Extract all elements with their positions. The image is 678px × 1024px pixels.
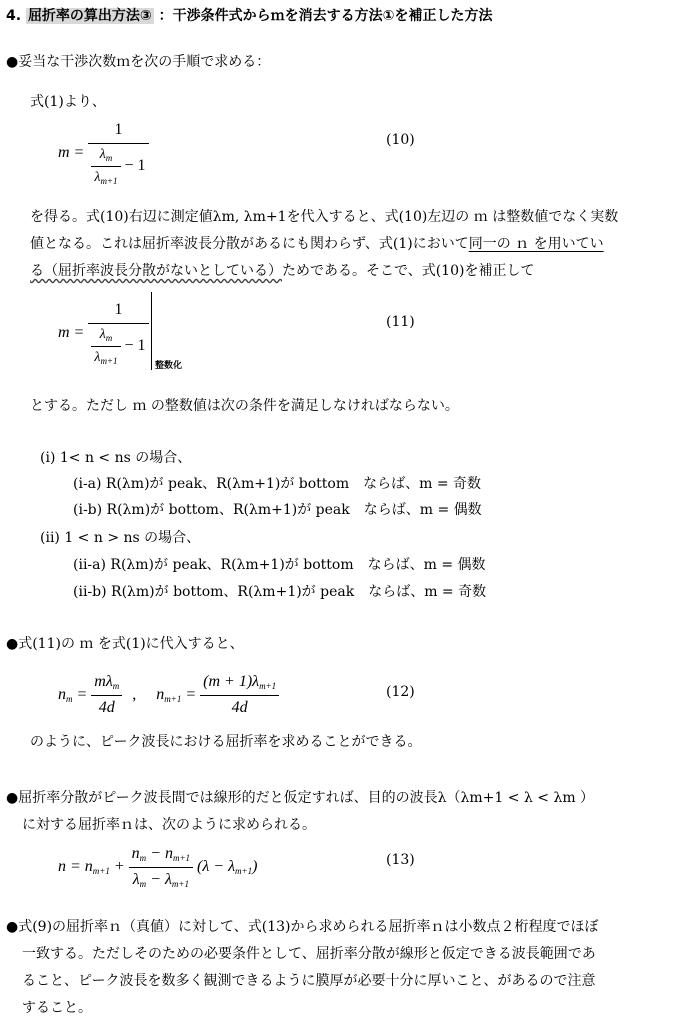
eq11-integerize-bar bbox=[151, 292, 152, 370]
eq13-tail-sub: m+1 bbox=[235, 865, 253, 876]
paragraph-2: とする。ただし ｍ の整数値は次の条件を満足しなければならない。 bbox=[30, 398, 459, 414]
section-title bbox=[6, 6, 493, 28]
eq10-lambda-ratio bbox=[91, 144, 120, 189]
bullet-order-procedure: ●妥当な干渉次数ｍを次の手順で求める： bbox=[6, 54, 271, 70]
eq12-number: (12) bbox=[386, 684, 415, 700]
bullet-linear-dispersion bbox=[6, 785, 670, 839]
paragraph-1 bbox=[30, 204, 670, 285]
bullet-3-line-1: ●屈折率分散がピーク波長間では線形的だと仮定すれば、目的の波長λ（λm+1 < λ < λm ） bbox=[6, 790, 595, 806]
eq13-num-sub2: m+1 bbox=[172, 853, 191, 863]
eq13-fraction: $\frac{n_m - n_{m+1}}{\lambda_m - \lambda_{m+1}}$ bbox=[129, 842, 193, 893]
eq12-fraction-1 bbox=[91, 670, 122, 721]
eq13-den-l2: λ bbox=[164, 870, 172, 888]
eq10-lhs: m = bbox=[58, 143, 85, 161]
eq11-fraction bbox=[88, 298, 148, 369]
eq10-lambda-m1: λ bbox=[94, 169, 101, 185]
paragraph-1-wavy-note: る（屈折率波長分散がないとしている） bbox=[30, 263, 282, 279]
eq13-lhs: n = n bbox=[58, 857, 93, 875]
eq12-num-2: (m + 1)λ bbox=[203, 673, 260, 690]
eq12-sub-m: m bbox=[66, 693, 73, 704]
eq13-den-l1: λ bbox=[132, 870, 140, 888]
eq13-num-n2: n bbox=[164, 845, 173, 862]
eq13-den-sub2: m+1 bbox=[171, 878, 189, 889]
eq11-lambda-m: λ bbox=[99, 326, 106, 342]
bullet-accuracy-note bbox=[6, 914, 670, 1022]
eq11-number: (11) bbox=[386, 314, 415, 330]
equation-10 bbox=[58, 118, 149, 189]
eq13-lhs-sub: m+1 bbox=[92, 865, 110, 876]
eq11-lambda-ratio bbox=[91, 324, 120, 369]
condition-ii-a: (ii-a) R(λm)が peak、R(λm+1)が bottom ならば、m = 偶数 bbox=[73, 557, 486, 573]
condition-i: (i) 1< n < ns の場合、 bbox=[40, 450, 192, 466]
eq11-lambda-m1: λ bbox=[94, 349, 101, 365]
eq11-integerize-label: 整数化 bbox=[155, 361, 183, 371]
section-title-rest: ：干渉条件式からｍを消去する方法①を補正した方法 bbox=[153, 8, 493, 24]
equation-11 bbox=[58, 298, 149, 369]
eq10-number: (10) bbox=[386, 132, 415, 148]
bullet-4-line-3: ること、ピーク波長を数多く観測できるように膜厚が必要十分に厚いこと、があるので注意 bbox=[22, 973, 596, 989]
eq10-numerator: 1 bbox=[114, 121, 123, 138]
eq12-n: n bbox=[58, 685, 66, 703]
eq11-lhs: m = bbox=[58, 323, 85, 341]
bullet-3-line-2: に対する屈折率ｎは、次のように求められる。 bbox=[22, 817, 316, 833]
eq10-fraction bbox=[88, 118, 148, 189]
condition-ii: (ii) 1 < n > ns の場合、 bbox=[40, 530, 201, 546]
eq12-n-2: n bbox=[156, 685, 165, 703]
equation-13: $n = n_{m+1}$ + $\frac{n_m - n_{m+1}}{\lambda_m - \lambda_{m+1}}$ $(\lambda - \lambda_{m+1})$ bbox=[58, 842, 257, 893]
eq13-den-sub1: m bbox=[139, 878, 147, 889]
section-title-highlight: 屈折率の算出方法③ bbox=[27, 8, 152, 24]
from-eq1-text: 式(1)より、 bbox=[30, 94, 106, 110]
eq12-sub-m1: m+1 bbox=[164, 693, 182, 704]
section-number: 4. bbox=[6, 8, 22, 24]
eq12-den-1: 4d bbox=[91, 695, 122, 721]
eq12-den-2: 4d bbox=[200, 695, 279, 721]
bullet-4-line-1: ●式(9)の屈折率ｎ（真値）に対して、式(13)から求められる屈折率ｎは小数点２桁程度でほぼ bbox=[6, 919, 599, 935]
eq10-minus-one: − 1 bbox=[124, 156, 146, 174]
equation-12: $n_m$ = $\frac{m\lambda_m}{4d}$ , $n_{m+1}$ = $\frac{(m + 1)\lambda_{m+1}}{4d}$ bbox=[58, 670, 279, 721]
bullet-4-line-2: 一致する。ただしそのための必要条件として、屈折率分散が線形と仮定できる波長範囲であ bbox=[22, 946, 596, 962]
eq12-num-1-sub: m bbox=[112, 681, 120, 691]
condition-i-a: (i-a) R(λm)が peak、R(λm+1)が bottom ならば、m = 奇数 bbox=[73, 476, 482, 492]
eq13-num-sub1: m bbox=[139, 853, 147, 863]
eq12-num-2-sub: m+1 bbox=[259, 681, 277, 691]
eq12-num-1: mλ bbox=[94, 673, 113, 690]
eq11-sub-m: m bbox=[105, 332, 113, 343]
paragraph-1-line-1: を得る。式(10)右辺に測定値λm, λm+1を代入すると、式(10)左辺の ｍ は整数値でなく実数 bbox=[30, 209, 619, 225]
eq10-sub-m: m bbox=[105, 152, 113, 163]
paragraph-1-line-3b: ためである。そこで、式(10)を補正して bbox=[282, 263, 535, 279]
condition-i-b: (i-b) R(λm)が bottom、R(λm+1)が peak ならば、m = 偶数 bbox=[73, 502, 482, 518]
eq11-sub-m1: m+1 bbox=[100, 355, 118, 366]
paragraph-1-underlined: 同一の ｎ を用いてい bbox=[468, 236, 604, 252]
eq10-sub-m1: m+1 bbox=[100, 175, 118, 186]
bullet-substitute: ●式(11)の ｍ を式(1)に代入すると、 bbox=[6, 636, 244, 652]
eq10-lambda-m: λ bbox=[99, 146, 106, 162]
paragraph-1-line-2a: 値となる。これは屈折率波長分散があるにも関わらず、式(1)において bbox=[30, 236, 469, 252]
bullet-4-line-4: すること。 bbox=[22, 1000, 92, 1016]
eq11-minus-one: − 1 bbox=[124, 336, 146, 354]
condition-ii-b: (ii-b) R(λm)が bottom、R(λm+1)が peak ならば、m = 奇数 bbox=[73, 584, 487, 600]
eq13-tail: (λ − λ bbox=[197, 857, 236, 875]
eq11-numerator: 1 bbox=[114, 301, 123, 318]
eq13-number: (13) bbox=[386, 852, 415, 868]
eq13-num-n1: n bbox=[131, 845, 140, 862]
paragraph-3: のように、ピーク波長における屈折率を求めることができる。 bbox=[30, 734, 422, 750]
eq12-fraction-2 bbox=[200, 670, 279, 721]
